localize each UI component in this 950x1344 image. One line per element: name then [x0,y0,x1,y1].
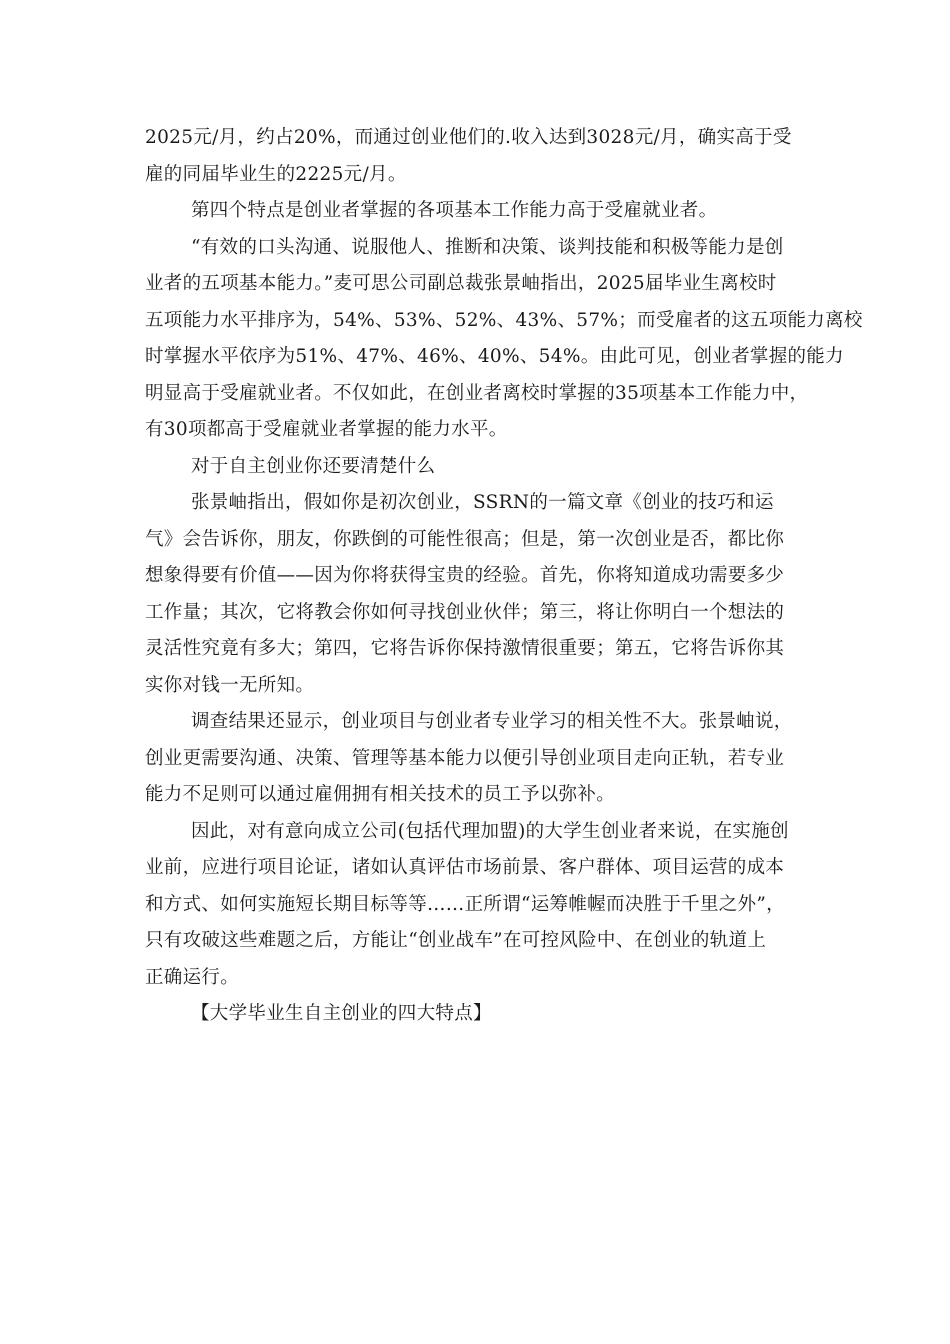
text-line: 灵活性究竟有多大；第四，它将告诉你保持激情很重要；第五，它将告诉你其 [145,638,785,659]
text-line: 2025元/月，约占20%，而通过创业他们的.收入达到3028元/月，确实高于受 [145,127,792,148]
text-line: 和方式、如何实施短长期目标等等……正所谓“运筹帷幄而决胜于千里之外”， [145,893,785,915]
text-line: 业前，应进行项目论证，诸如认真评估市场前景、客户群体、项目运营的成本 [145,857,785,878]
text-line: 雇的同届毕业生的2225元/月。 [145,163,407,185]
text-line: 气》会告诉你，朋友，你跌倒的可能性很高；但是，第一次创业是否，都比你 [145,528,785,550]
paragraph-start-line: 因此，对有意向成立公司(包括代理加盟)的大学生创业者来说，在实施创 [191,820,789,842]
text-line: 能力不足则可以通过雇佣拥有相关技术的员工予以弥补。 [145,784,616,805]
text-line: 五项能力水平排序为，54%、53%、52%、43%、57%；而受雇者的这五项能力离校 [145,309,863,331]
text-line: 工作量；其次，它将教会你如何寻找创业伙伴；第三，将让你明白一个想法的 [145,601,785,623]
text-line: 实你对钱一无所知。 [145,674,315,696]
paragraph-start-line: 第四个特点是创业者掌握的各项基本工作能力高于受雇就业者。 [191,200,718,221]
paragraph-start-line: “有效的口头沟通、说服他人、推断和决策、谈判技能和积极等能力是创 [191,236,784,258]
text-line: 时掌握水平依序为51%、47%、46%、40%、54%。由此可见，创业者掌握的能力 [145,346,844,367]
text-line: 明显高于受雇就业者。不仅如此，在创业者离校时掌握的35项基本工作能力中， [145,382,809,404]
section-heading: 对于自主创业你还要清楚什么 [191,455,436,477]
paragraph-start-line: 调查结果还显示，创业项目与创业者专业学习的相关性不大。张景岫说， [191,711,793,732]
section-heading: 【大学毕业生自主创业的四大特点】 [191,1003,492,1024]
text-line: 只有攻破这些难题之后，方能让“创业战车”在可控风险中、在创业的轨道上 [145,930,767,951]
paragraph-start-line: 张景岫指出，假如你是初次创业，SSRN的一篇文章《创业的技巧和运 [191,492,774,513]
text-line: 创业更需要沟通、决策、管理等基本能力以便引导创业项目走向正轨，若专业 [145,747,785,769]
text-line: 有30项都高于受雇就业者掌握的能力水平。 [145,419,508,440]
text-line: 业者的五项基本能力。”麦可思公司副总裁张景岫指出，2025届毕业生离校时 [145,273,777,294]
text-line: 正确运行。 [145,966,240,988]
text-line: 想象得要有价值——因为你将获得宝贵的经验。首先，你将知道成功需要多少 [145,565,785,586]
document-body [145,120,863,1033]
